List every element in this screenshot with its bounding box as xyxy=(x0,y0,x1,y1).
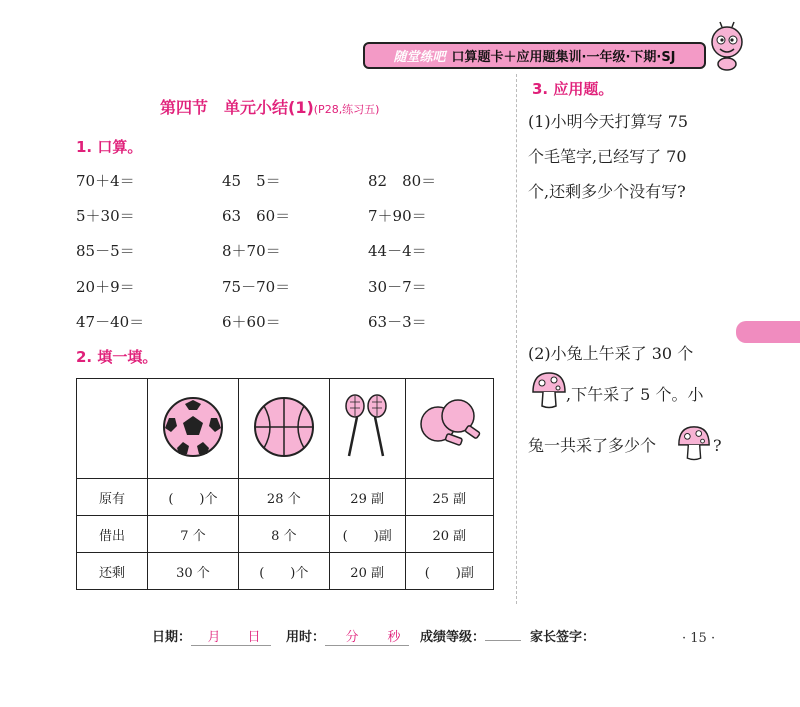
day-field[interactable]: 日 xyxy=(237,626,271,646)
footer-grade xyxy=(420,626,521,645)
calc-item: 5＋30＝ xyxy=(76,207,135,225)
header-banner xyxy=(363,42,706,69)
problem-line: (1)小明今天打算写 75 xyxy=(528,112,689,131)
mushroom-icon xyxy=(530,370,568,410)
table-cell: 29 副 xyxy=(329,479,405,516)
row-label: 原有 xyxy=(77,479,148,516)
title-ref: (P28,练习五) xyxy=(313,103,380,116)
grade-label: 成绩等级： xyxy=(420,630,486,645)
banner-text: 口算题卡＋应用题集训·一年级·下期·SJ xyxy=(451,50,676,65)
table-cell: ( )副 xyxy=(329,516,405,553)
table-cell: 7 个 xyxy=(148,516,239,553)
soccer-ball-icon xyxy=(157,394,229,460)
page-number: · 15 · xyxy=(682,631,716,646)
section1-heading: 1. 口算。 xyxy=(76,138,143,156)
column-divider xyxy=(516,74,517,604)
calc-item: 70＋4＝ xyxy=(76,172,135,190)
calc-item: 63 60＝ xyxy=(222,207,291,225)
page-title xyxy=(160,95,379,118)
table-cell: ( )个 xyxy=(148,479,239,516)
footer-sign xyxy=(530,626,595,645)
section2-heading: 2. 填一填。 xyxy=(76,348,158,366)
calc-item: 44－4＝ xyxy=(368,242,427,260)
table-cell: 20 副 xyxy=(405,516,493,553)
table-corner-cell xyxy=(77,379,148,479)
row-label: 借出 xyxy=(77,516,148,553)
time-label: 用时： xyxy=(286,630,326,645)
table-row xyxy=(77,516,494,553)
calc-item: 82 80＝ xyxy=(368,172,437,190)
table-row xyxy=(77,553,494,590)
ping-pong-paddles-icon xyxy=(414,394,484,460)
calc-item: 6＋60＝ xyxy=(222,313,281,331)
minute-field[interactable]: 分 xyxy=(325,626,379,646)
table-cell: 30 个 xyxy=(148,553,239,590)
table-cell: 28 个 xyxy=(238,479,329,516)
table-cell xyxy=(148,379,239,479)
calc-item: 47－40＝ xyxy=(76,313,145,331)
table-cell xyxy=(329,379,405,479)
footer-date xyxy=(152,626,271,646)
grade-field[interactable] xyxy=(485,640,521,641)
second-field[interactable]: 秒 xyxy=(379,626,409,646)
problem-line: 个,还剩多少个没有写? xyxy=(528,182,686,201)
calc-item: 30－7＝ xyxy=(368,278,427,296)
side-tab xyxy=(736,321,800,343)
calc-item: 45 5＝ xyxy=(222,172,281,190)
sign-label: 家长签字： xyxy=(530,630,596,645)
problem-2-end: ? xyxy=(713,436,722,455)
problem-2-line: 兔一共采了多少个 xyxy=(528,436,657,455)
table-cell: 25 副 xyxy=(405,479,493,516)
table-cell xyxy=(405,379,493,479)
calc-item: 8＋70＝ xyxy=(222,242,281,260)
table-cell: 8 个 xyxy=(238,516,329,553)
table-cell: ( )副 xyxy=(405,553,493,590)
mascot-icon xyxy=(706,20,748,72)
problem-2-line: (2)小兔上午采了 30 个 xyxy=(528,344,694,363)
fill-table xyxy=(76,378,494,590)
table-cell: 20 副 xyxy=(329,553,405,590)
date-label: 日期： xyxy=(152,630,192,645)
basketball-icon xyxy=(248,394,320,460)
calc-item: 63－3＝ xyxy=(368,313,427,331)
problem-line: 个毛笔字,已经写了 70 xyxy=(528,147,687,166)
table-cell: ( )个 xyxy=(238,553,329,590)
calc-item: 85－5＝ xyxy=(76,242,135,260)
footer-time xyxy=(286,626,409,646)
problem-2-line: ,下午采了 5 个。小 xyxy=(566,385,704,404)
table-row xyxy=(77,479,494,516)
calc-item: 7＋90＝ xyxy=(368,207,427,225)
calc-item: 20＋9＝ xyxy=(76,278,135,296)
table-row xyxy=(77,379,494,479)
month-field[interactable]: 月 xyxy=(191,626,237,646)
calc-item: 75－70＝ xyxy=(222,278,291,296)
row-label: 还剩 xyxy=(77,553,148,590)
mushroom-icon xyxy=(676,424,712,462)
banner-highlight: 随堂练吧 xyxy=(393,50,446,65)
title-main: 第四节 单元小结(1) xyxy=(160,98,314,117)
badminton-rackets-icon xyxy=(337,392,397,462)
problem-1 xyxy=(528,104,688,209)
section3-heading: 3. 应用题。 xyxy=(532,80,614,98)
table-cell xyxy=(238,379,329,479)
